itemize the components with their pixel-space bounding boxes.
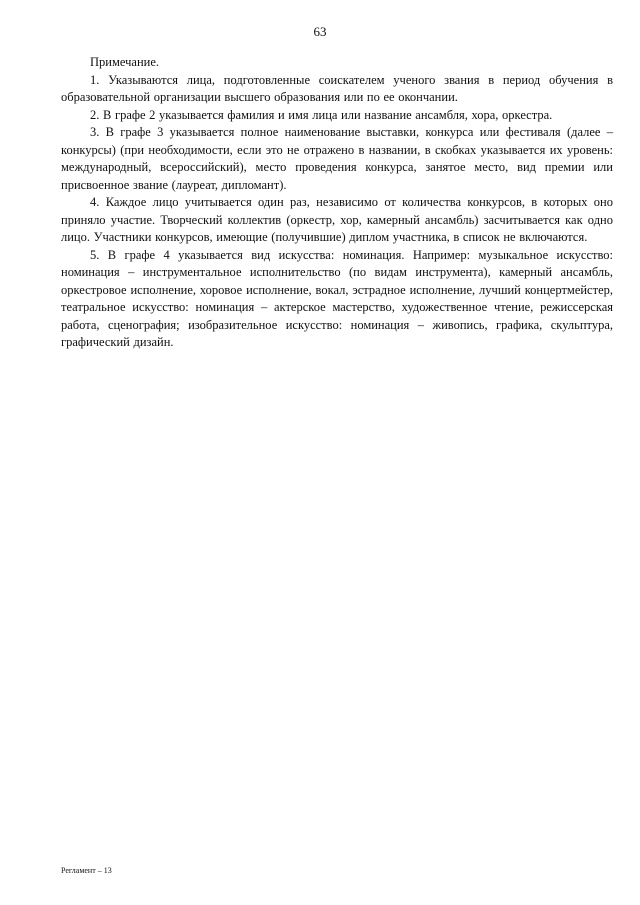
note-item-1: 1. Указываются лица, подготовленные соискателем ученого звания в период обучения в образовательной организации высшего образования или по ее окончании.	[61, 72, 613, 104]
note-item-4: 4. Каждое лицо учитывается один раз, независимо от количества конкурсов, в которых оно приняло участие. Творческий коллектив (оркестр, хор, камерный ансамбль) засчитывается как одно лицо. Участники конкурсов, имеющие (получившие) диплом участника, в список не включаются.	[61, 195, 613, 244]
note-item-5: 5. В графе 4 указывается вид искусства: номинация. Например: музыкальное искусство: номинация – инструментальное исполнительство (по видам инструмента), камерный ансамбль, оркестровое исполнение, хоровое исполнение, вокал, эстрадное исполнение, лучший концертмейстер, театральное искусство: номинация – актерское мастерство, художественное чтение, режиссерская работа, сценография; изобразительное искусство: номинация – живопись, графика, скульптура, графический дизайн.	[61, 247, 613, 349]
document-body	[61, 54, 613, 352]
note-heading: Примечание.	[90, 55, 160, 69]
note-item-3: 3. В графе 3 указывается полное наименование выставки, конкурса или фестиваля (далее – конкурсы) (при необходимости, если это не отражено в названии, в скобках указывается их уровень: международный, всероссийский), место проведения конкурса, занятое место, вид премии или присвоенное звание (лауреат, дипломант).	[61, 125, 613, 192]
page-footer: Регламент – 13	[61, 866, 112, 875]
page-number: 63	[313, 24, 327, 39]
note-item-2: 2. В графе 2 указывается фамилия и имя лица или название ансамбля, хора, оркестра.	[90, 107, 553, 122]
